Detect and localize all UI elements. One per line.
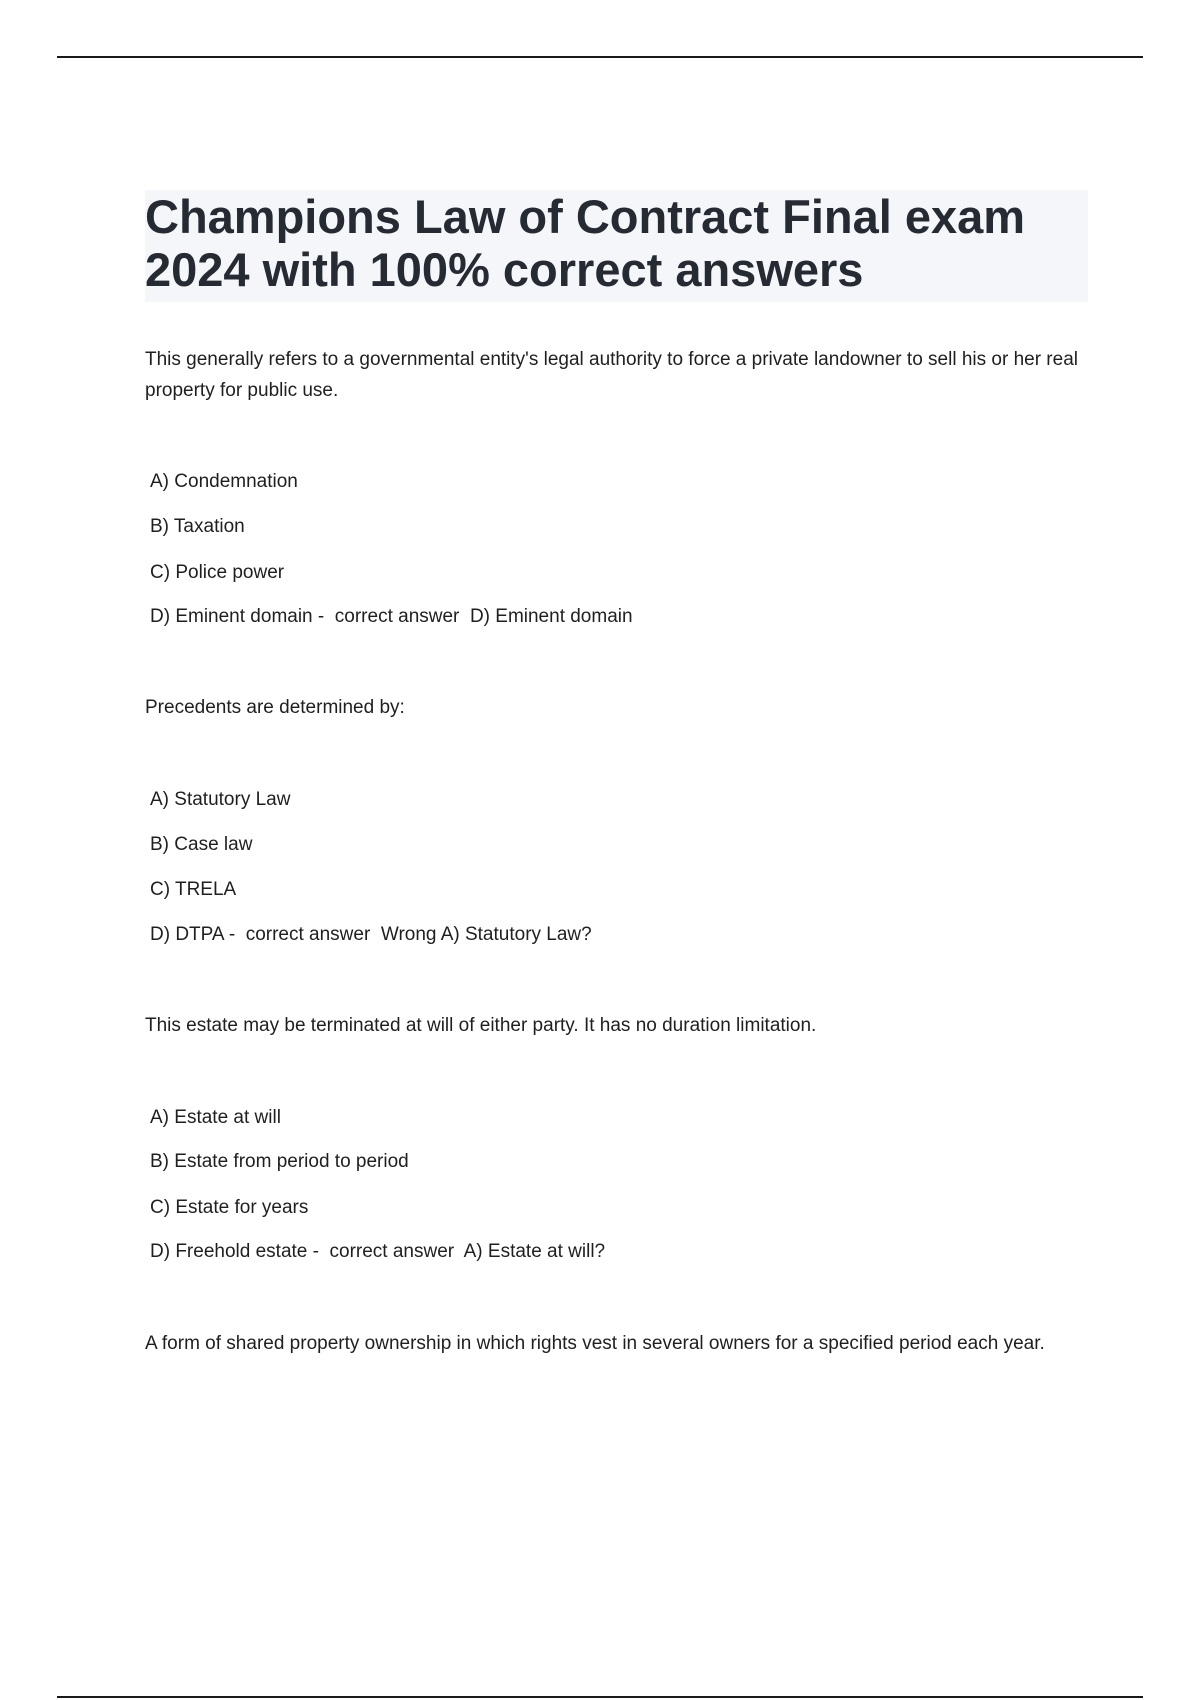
- question-2-option-d: D) DTPA - correct answer Wrong A) Statutory Law?: [150, 924, 592, 945]
- question-3-prompt: This estate may be terminated at will of either party. It has no duration limitation.: [145, 1015, 817, 1036]
- question-3-option-b: B) Estate from period to period: [150, 1151, 409, 1172]
- question-2-option-b: B) Case law: [150, 834, 253, 855]
- question-3-option-a: A) Estate at will: [150, 1107, 281, 1128]
- document-title: Champions Law of Contract Final exam 2024 with 100% correct answers: [145, 190, 1026, 296]
- question-2-option-a: A) Statutory Law: [150, 789, 291, 810]
- title-block: [145, 190, 1088, 302]
- question-2-prompt: Precedents are determined by:: [145, 697, 405, 718]
- bottom-rule: [57, 1696, 1143, 1698]
- question-3-option-c: C) Estate for years: [150, 1197, 309, 1218]
- question-3-option-d: D) Freehold estate - correct answer A) Estate at will?: [150, 1241, 606, 1262]
- question-1-option-b: B) Taxation: [150, 516, 245, 537]
- question-1-prompt: This generally refers to a governmental entity's legal authority to force a private landowner to sell his or her real property for public use.: [145, 349, 1078, 401]
- top-rule: [57, 56, 1143, 58]
- question-1-option-c: C) Police power: [150, 562, 285, 583]
- question-4-prompt: A form of shared property ownership in which rights vest in several owners for a specified period each year.: [145, 1333, 1045, 1354]
- question-2-option-c: C) TRELA: [150, 879, 237, 900]
- question-1-option-a: A) Condemnation: [150, 471, 298, 492]
- question-1-option-d: D) Eminent domain - correct answer D) Eminent domain: [150, 606, 633, 627]
